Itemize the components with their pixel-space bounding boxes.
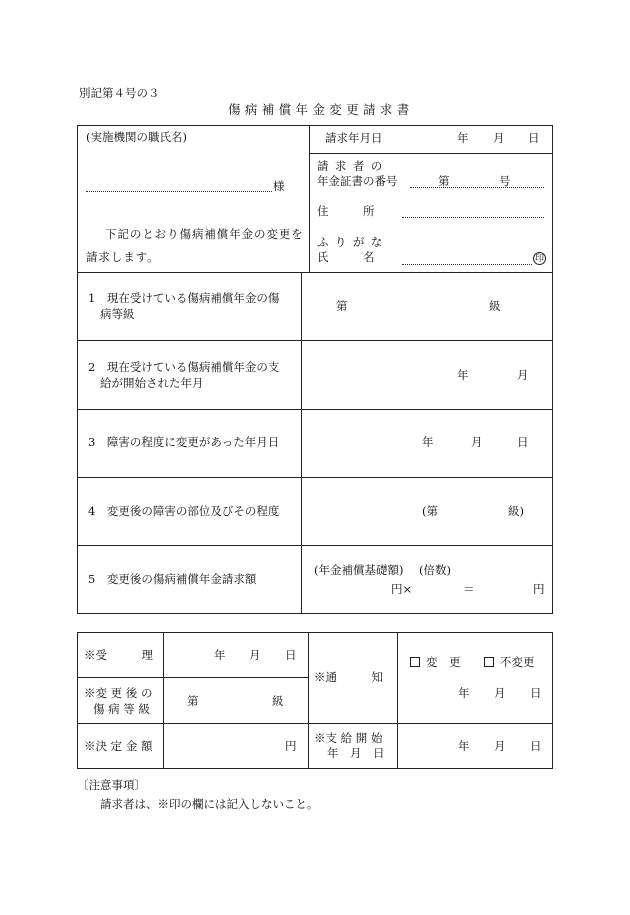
- address-field[interactable]: [402, 217, 544, 218]
- item1-label-1: 1 現在受けている傷病補償年金の傷: [88, 291, 280, 305]
- notes-heading: 〔注意事項〕: [77, 778, 146, 792]
- item3-label: 3 障害の程度に変更があった年月日: [88, 435, 280, 449]
- form-number: 別記第４号の３: [79, 86, 160, 100]
- notice-day: 日: [530, 686, 542, 700]
- name-label: 氏 名: [317, 250, 375, 264]
- amount-label: ※決 定 金 額: [84, 739, 153, 753]
- received-month: 月: [249, 648, 261, 662]
- start-label-1: ※支 給 開 始: [314, 731, 383, 745]
- grade-kyu: 級: [272, 694, 284, 708]
- item3-month: 月: [471, 435, 483, 449]
- item5-yen: 円: [533, 582, 545, 596]
- start-label-2: 年 月 日: [327, 746, 385, 760]
- sama-label: 様: [273, 179, 285, 193]
- start-month: 月: [494, 739, 506, 753]
- item3-day: 日: [517, 435, 529, 449]
- request-day-label: 日: [528, 131, 540, 145]
- notes-line-1: 請求者は、※印の欄には記入しないこと。: [100, 797, 319, 811]
- agency-label: (実施機関の職氏名): [86, 130, 187, 144]
- item5-equals: ＝: [463, 582, 475, 596]
- notice-year: 年: [458, 686, 470, 700]
- item2-month: 月: [517, 368, 529, 382]
- item1-label-2: 病等級: [100, 307, 135, 321]
- grade-label-1: ※変 更 後 の: [84, 686, 153, 700]
- change-option[interactable]: [410, 657, 461, 669]
- notice-month: 月: [494, 686, 506, 700]
- item5-base-label: (年金補償基礎額): [314, 563, 404, 577]
- nochange-checkbox[interactable]: [484, 657, 494, 667]
- claimant-label: 請 求 者 の: [317, 159, 384, 173]
- item2-label-2: 給が開始された年月: [100, 376, 204, 390]
- pension-number-field[interactable]: [410, 187, 544, 188]
- item4-dai: (第: [422, 504, 438, 518]
- furigana-label: ふ り が な: [317, 235, 384, 249]
- request-date-label: 請求年月日: [325, 131, 383, 145]
- item2-year: 年: [457, 368, 469, 382]
- item5-mult-label: (倍数): [419, 563, 451, 577]
- grade-label-2: 傷 病 等 級: [93, 702, 150, 716]
- request-month-label: 月: [493, 131, 505, 145]
- request-year-label: 年: [457, 131, 469, 145]
- change-option-label: 変 更: [426, 655, 461, 669]
- item1-dai: 第: [336, 299, 348, 313]
- item5-yen-x: 円×: [391, 582, 413, 596]
- intro-text-2: 請求します。: [86, 250, 160, 264]
- name-field[interactable]: [402, 264, 532, 265]
- intro-text-1: 下記のとおり傷病補償年金の変更を: [105, 227, 304, 241]
- start-day: 日: [530, 739, 542, 753]
- item5-label: 5 変更後の傷病補償年金請求額: [88, 572, 257, 586]
- nochange-option[interactable]: [484, 657, 535, 669]
- received-year: 年: [214, 648, 226, 662]
- notice-label: ※通 知: [314, 670, 383, 684]
- pension-number-label: 年金証書の番号: [317, 174, 398, 188]
- item4-label: 4 変更後の障害の部位及びその程度: [88, 504, 280, 518]
- pension-go-label: 号: [499, 174, 511, 188]
- item2-label-1: 2 現在受けている傷病補償年金の支: [88, 360, 280, 374]
- address-label: 住 所: [317, 204, 375, 218]
- nochange-option-label: 不変更: [500, 655, 535, 669]
- item3-year: 年: [422, 435, 434, 449]
- start-year: 年: [458, 739, 470, 753]
- seal-mark: 印: [534, 254, 544, 264]
- amount-yen: 円: [285, 739, 297, 753]
- item1-kyu: 級: [489, 299, 501, 313]
- received-label: ※受 理: [84, 648, 153, 662]
- received-day: 日: [285, 648, 297, 662]
- item4-kyu: 級): [508, 504, 524, 518]
- change-checkbox[interactable]: [410, 657, 420, 667]
- grade-dai: 第: [187, 694, 199, 708]
- pension-dai-label: 第: [438, 174, 450, 188]
- form-title: 傷病補償年金変更請求書: [228, 102, 414, 117]
